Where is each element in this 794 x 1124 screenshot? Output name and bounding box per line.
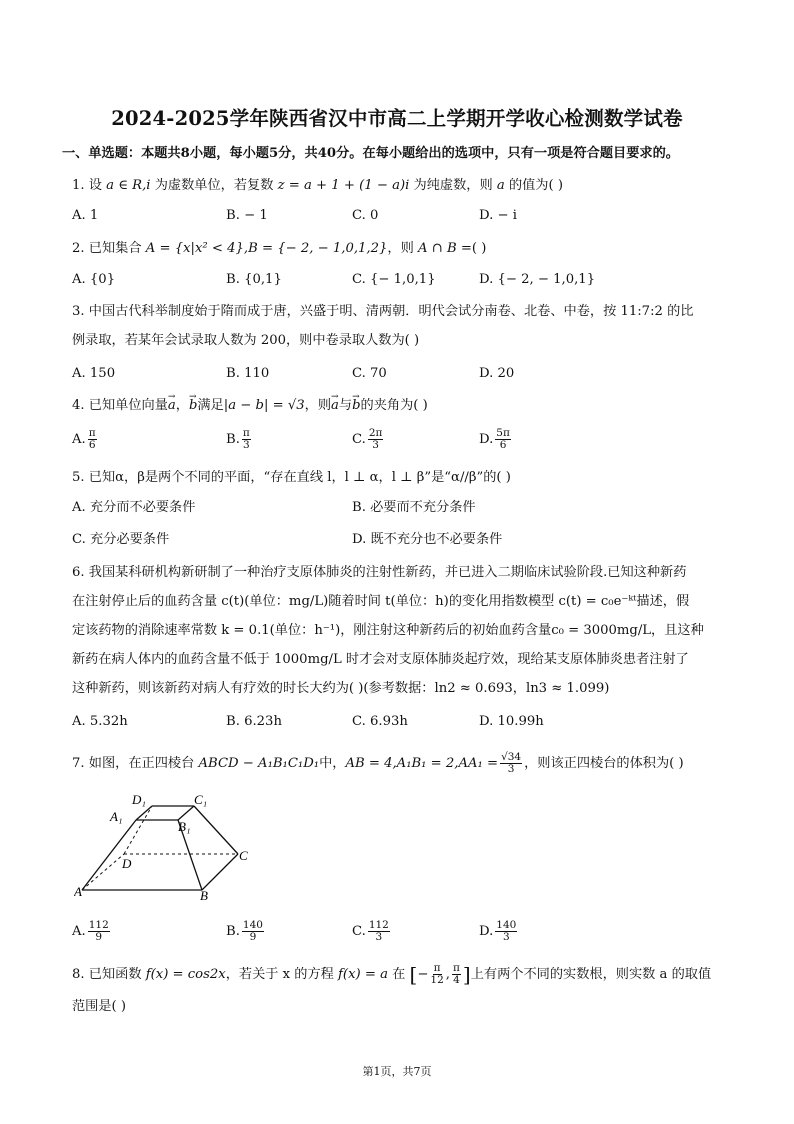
q2-option-a: A. {0} — [72, 272, 116, 287]
page-title: 2024-2025学年陕西省汉中市高二上学期开学收心检测数学试卷 — [111, 107, 683, 130]
label-c: C — [239, 848, 248, 863]
question-1-stem: 1. 设 a ∈ R,i 为虚数单位，若复数 z = a + 1 + (1 − a)i 为纯虚数，则 a 的值为( ) — [72, 178, 563, 193]
label-c1: C₁ — [194, 792, 208, 807]
label-a1: A₁ — [110, 809, 123, 824]
q3-option-d: D. 20 — [479, 366, 515, 381]
q5-option-a: A. 充分而不必要条件 — [72, 500, 196, 515]
q6-option-d: D. 10.99h — [479, 714, 544, 729]
question-6-line-2: 在注射停止后的血药含量 c(t)(单位：mg/L)随着时间 t(单位：h)的变化用指数模型 c(t) = c₀e⁻ᵏᵗ描述，假 — [72, 594, 690, 609]
q4-option-d: D. $\frac{5\pi}{6}$ — [479, 427, 510, 451]
q7-option-c: C. $\frac{112}{3}$ — [352, 919, 389, 943]
question-3-line-1: 3. 中国古代科举制度始于隋而成于唐，兴盛于明、清两朝．明代会试分南卷、北卷、中卷，按 11:7:2 的比 — [72, 304, 694, 319]
question-8-line-2: 范围是( ) — [72, 999, 127, 1014]
page-footer: 第1页，共7页 — [362, 1065, 432, 1078]
q1-option-a: A. 1 — [72, 208, 99, 223]
q4-option-b: B. $\frac{\pi}{3}$ — [226, 427, 250, 451]
q1-option-d: D. − i — [479, 208, 517, 223]
q2-option-c: C. {− 1,0,1} — [352, 272, 436, 287]
q6-option-b: B. 6.23h — [226, 714, 282, 729]
question-6-line-3: 定该药物的消除速率常数 k = 0.1(单位：h⁻¹)，刚注射这种新药后的初始血药含量c₀ = 3000mg/L，且这种 — [72, 623, 704, 638]
q3-option-b: B. 110 — [226, 366, 270, 381]
q5-option-b: B. 必要而不充分条件 — [352, 500, 476, 515]
question-2-stem: 2. 已知集合 A = {x|x² < 4},B = {− 2, − 1,0,1,2}，则 A ∩ B =( ) — [72, 241, 487, 256]
question-4-stem: 4. 已知单位向量→ a，→ b满足|a − b| = √3，则→ a与→ b的夹角为( ) — [72, 397, 428, 415]
q1-option-b: B. − 1 — [226, 208, 268, 223]
section-header: 一、单选题：本题共8小题，每小题5分，共40分。在每小题给出的选项中，只有一项是符合题目要求的。 — [62, 146, 679, 161]
question-8-stem: 8. 已知函数 f(x) = cos2x，若关于 x 的方程 f(x) = a 在 [− $\frac{\pi}{12}$ , $\frac{\pi}{4}$ ]上有两个不同的实数根，则实数 a 的取值 — [72, 962, 712, 987]
q5-option-c: C. 充分必要条件 — [72, 532, 170, 547]
q3-option-a: A. 150 — [72, 366, 116, 381]
q7-option-a: A. $\frac{112}{9}$ — [72, 919, 109, 943]
q3-option-c: C. 70 — [352, 366, 387, 381]
label-d1: D₁ — [132, 792, 146, 807]
q1-option-c: C. 0 — [352, 208, 379, 223]
label-b1: B₁ — [178, 819, 191, 834]
q5-option-d: D. 既不充分也不必要条件 — [352, 532, 503, 547]
label-d: D — [122, 856, 132, 871]
q2-option-b: B. {0,1} — [226, 272, 282, 287]
q6-option-c: C. 6.93h — [352, 714, 408, 729]
q7-option-d: D. $\frac{140}{3}$ — [479, 919, 517, 943]
label-b: B — [200, 888, 208, 900]
question-6-line-5: 这种新药，则该新药对病人有疗效的时长大约为( )(参考数据：ln2 ≈ 0.693，ln3 ≈ 1.099) — [72, 681, 610, 696]
q6-option-a: A. 5.32h — [72, 714, 128, 729]
q2-option-d: D. {− 2, − 1,0,1} — [479, 272, 596, 287]
frustum-figure — [74, 790, 254, 900]
q4-option-a: A. $\frac{\pi}{6}$ — [72, 427, 96, 451]
question-5-stem: 5. 已知α，β是两个不同的平面，“存在直线 l，l ⊥ α，l ⊥ β”是“α//β”的( ) — [72, 470, 511, 485]
question-6-line-1: 6. 我国某科研机构新研制了一种治疗支原体肺炎的注射性新药，并已进入二期临床试验阶段.已知这种新药 — [72, 565, 687, 580]
question-7-stem: 7. 如图，在正四棱台 ABCD − A₁B₁C₁D₁中，AB = 4,A₁B₁ = 2,AA₁ = $\frac{√34}{3}$ ，则该正四棱台的体积为( ) — [72, 751, 684, 775]
question-3-line-2: 例录取，若某年会试录取人数为 200，则中卷录取人数为( ) — [72, 333, 420, 348]
question-6-line-4: 新药在病人体内的血药含量不低于 1000mg/L 时才会对支原体肺炎起疗效，现给某支原体肺炎患者注射了 — [72, 652, 689, 667]
q4-option-c: C. $\frac{2\pi}{3}$ — [352, 427, 383, 451]
label-a: A — [74, 884, 82, 899]
q7-option-b: B. $\frac{140}{9}$ — [226, 919, 263, 943]
